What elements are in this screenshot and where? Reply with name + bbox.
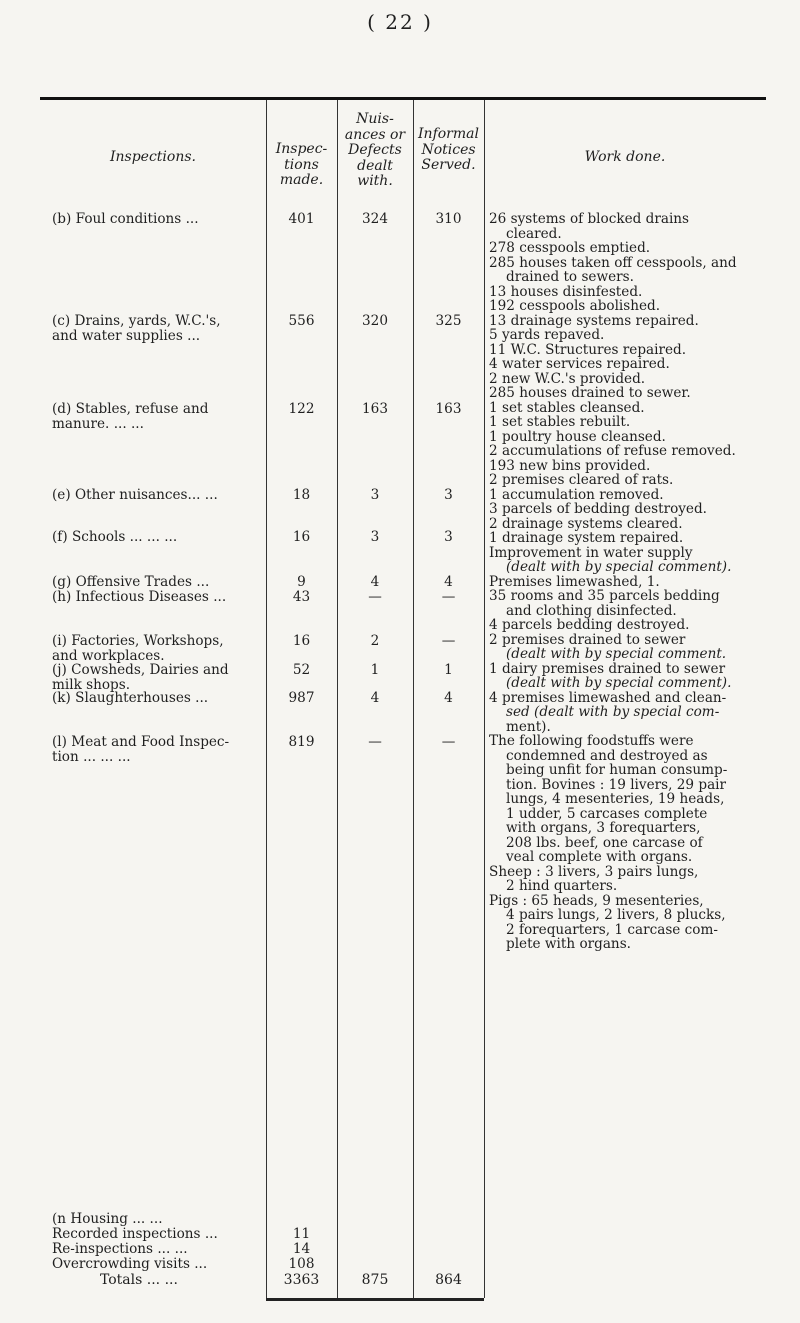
top-rule (40, 97, 766, 100)
work-done-line: 4 pairs lungs, 2 livers, 8 plucks, (506, 907, 726, 923)
row-notices: — (441, 734, 456, 750)
totals-made: 3363 (283, 1272, 320, 1288)
header-inspections: Inspections. (109, 149, 196, 165)
work-done-line: 1 udder, 5 carcases complete (506, 805, 708, 822)
row-notices: — (441, 589, 456, 605)
row-nuisances: 163 (362, 401, 388, 417)
work-done-line: 192 cesspools abolished. (489, 298, 661, 314)
row-label: Overcrowding visits ... (52, 1256, 208, 1272)
work-done-line: cleared. (506, 225, 562, 242)
work-done-line: 1 set stables rebuilt. (489, 414, 631, 430)
work-done-line: Improvement in water supply (489, 544, 693, 561)
row-notices: 1 (444, 662, 453, 678)
row-nuisances: 4 (370, 690, 380, 706)
totals-label: Totals ... ... (100, 1272, 178, 1288)
work-done-line: 1 set stables cleansed. (489, 399, 645, 416)
work-done-line: 3 parcels of bedding destroyed. (489, 501, 708, 517)
row-nuisances: 4 (370, 574, 380, 590)
work-done-line: 5 yards repaved. (489, 327, 605, 343)
row-made: 18 (292, 487, 311, 503)
row-made: 122 (288, 401, 315, 417)
work-done-line: Pigs : 65 heads, 9 mesenteries, (489, 892, 704, 909)
header-nuisances: Nuis- ances or Defects dealt with. (344, 111, 406, 189)
row-label: (g) Offensive Trades ... (52, 574, 210, 590)
work-done-line: 1 accumulation removed. (489, 486, 664, 503)
totals-underline (413, 1298, 484, 1301)
row-made: 987 (288, 690, 315, 706)
work-done-line: being unfit for human consump- (506, 762, 728, 778)
work-done-line: 2 accumulations of refuse removed. (489, 443, 736, 459)
header-work-done: Work done. (584, 149, 666, 165)
row-label: (n Housing ... ... (52, 1211, 163, 1227)
work-done-line: 285 houses taken off cesspools, and (489, 254, 737, 271)
row-made: 556 (288, 313, 315, 329)
work-done-line: plete with organs. (506, 936, 631, 952)
row-label: (i) Factories, Workshops, and workplaces. (52, 633, 224, 664)
work-done-line: (dealt with by special comment). (506, 675, 732, 691)
row-nuisances: 1 (370, 662, 380, 678)
row-nuisances: — (368, 589, 382, 605)
row-made: 43 (292, 589, 311, 605)
row-notices: 310 (435, 211, 462, 227)
work-done-line: 2 hind quarters. (506, 878, 618, 894)
row-nuisances: 324 (362, 211, 388, 227)
work-done-line: 193 new bins provided. (489, 457, 651, 474)
row-label: (b) Foul conditions ... (52, 211, 199, 227)
row-notices: 163 (435, 401, 462, 417)
work-done-line: 13 drainage systems repaired. (489, 312, 699, 329)
work-done-line: ment). (506, 718, 551, 735)
row-notices: 325 (435, 313, 462, 329)
work-done-line: sed (dealt with by special com- (506, 704, 720, 720)
work-done-text (489, 212, 789, 952)
work-done-line: 4 premises limewashed and clean- (489, 689, 727, 706)
work-done-line: 4 water services repaired. (489, 356, 670, 372)
work-done-line: 278 cesspools emptied. (489, 240, 651, 256)
work-done-line: 11 W.C. Structures repaired. (489, 341, 687, 358)
work-done-line: 208 lbs. beef, one carcase of (506, 834, 703, 851)
row-label: Recorded inspections ... (52, 1226, 218, 1242)
work-done-line: 2 drainage systems cleared. (489, 515, 683, 532)
work-done-line: (dealt with by special comment). (506, 559, 732, 575)
work-done-line: 35 rooms and 35 parcels bedding (489, 588, 720, 604)
totals-nuisances: 875 (361, 1272, 389, 1288)
row-label: (h) Infectious Diseases ... (52, 589, 227, 605)
row-nuisances: 3 (370, 529, 380, 545)
row-label: (j) Cowsheds, Dairies and milk shops. (52, 662, 229, 693)
work-done-line: 4 parcels bedding destroyed. (489, 617, 690, 633)
row-label: (d) Stables, refuse and manure. ... ... (52, 401, 209, 432)
row-made: 14 (292, 1241, 311, 1257)
work-done-line: drained to sewers. (506, 269, 634, 285)
row-made: 9 (297, 574, 306, 590)
work-done-line: Sheep : 3 livers, 3 pairs lungs, (489, 863, 699, 880)
row-made: 108 (288, 1256, 315, 1272)
work-done-line: and clothing disinfected. (506, 602, 677, 619)
row-made: 819 (288, 734, 315, 750)
work-done-line: condemned and destroyed as (506, 747, 708, 764)
totals-notices: 864 (435, 1272, 462, 1288)
totals-underline (337, 1298, 413, 1301)
work-done-line: 2 premises drained to sewer (489, 631, 686, 648)
row-label: (c) Drains, yards, W.C.'s, and water supplies ... (52, 313, 221, 344)
row-notices: — (441, 633, 456, 649)
header-inspections-made: Inspec- tions made. (275, 141, 328, 188)
work-done-line: 2 new W.C.'s provided. (489, 370, 646, 387)
row-label: (f) Schools ... ... ... (52, 529, 178, 545)
row-label: (l) Meat and Food Inspec- tion ... ... ... (52, 734, 230, 765)
row-nuisances: — (368, 734, 382, 750)
row-nuisances: 2 (370, 633, 380, 649)
work-done-line: 2 forequarters, 1 carcase com- (506, 921, 718, 938)
row-notices: 4 (444, 574, 453, 590)
row-label: Re-inspections ... ... (52, 1241, 188, 1257)
work-done-line: 285 houses drained to sewer. (489, 385, 691, 401)
row-notices: 3 (444, 487, 453, 503)
header-informal-notices: Informal Notices Served. (418, 126, 479, 173)
work-done-line: The following foodstuffs were (489, 733, 694, 749)
row-nuisances: 3 (370, 487, 380, 503)
work-done-line: 1 poultry house cleansed. (489, 428, 666, 445)
work-done-line: 2 premises cleared of rats. (489, 472, 674, 488)
row-made: 16 (292, 529, 311, 545)
work-done-line: tion. Bovines : 19 livers, 29 pair (506, 776, 727, 793)
work-done-line: Premises limewashed, 1. (489, 573, 660, 590)
column-divider (484, 100, 485, 1298)
row-made: 52 (292, 662, 311, 678)
page-number: ( 22 ) (367, 10, 433, 34)
work-done-line: lungs, 4 mesenteries, 19 heads, (506, 791, 725, 807)
work-done-line: with organs, 3 forequarters, (506, 820, 701, 836)
work-done-line: 1 drainage system repaired. (489, 530, 684, 546)
row-notices: 3 (444, 529, 453, 545)
row-label: (k) Slaughterhouses ... (52, 690, 209, 706)
work-done-line: 26 systems of blocked drains (489, 211, 690, 227)
row-made: 401 (288, 211, 315, 227)
row-made: 11 (292, 1226, 311, 1242)
work-done-line: (dealt with by special comment. (506, 646, 727, 662)
totals-underline (266, 1298, 338, 1301)
work-done-line: 13 houses disinfested. (489, 283, 643, 300)
row-made: 16 (292, 633, 311, 649)
work-done-line: veal complete with organs. (506, 849, 693, 865)
work-done-line: 1 dairy premises drained to sewer (489, 660, 726, 677)
row-nuisances: 320 (362, 313, 388, 329)
row-notices: 4 (444, 690, 453, 706)
row-label: (e) Other nuisances... ... (52, 487, 218, 503)
